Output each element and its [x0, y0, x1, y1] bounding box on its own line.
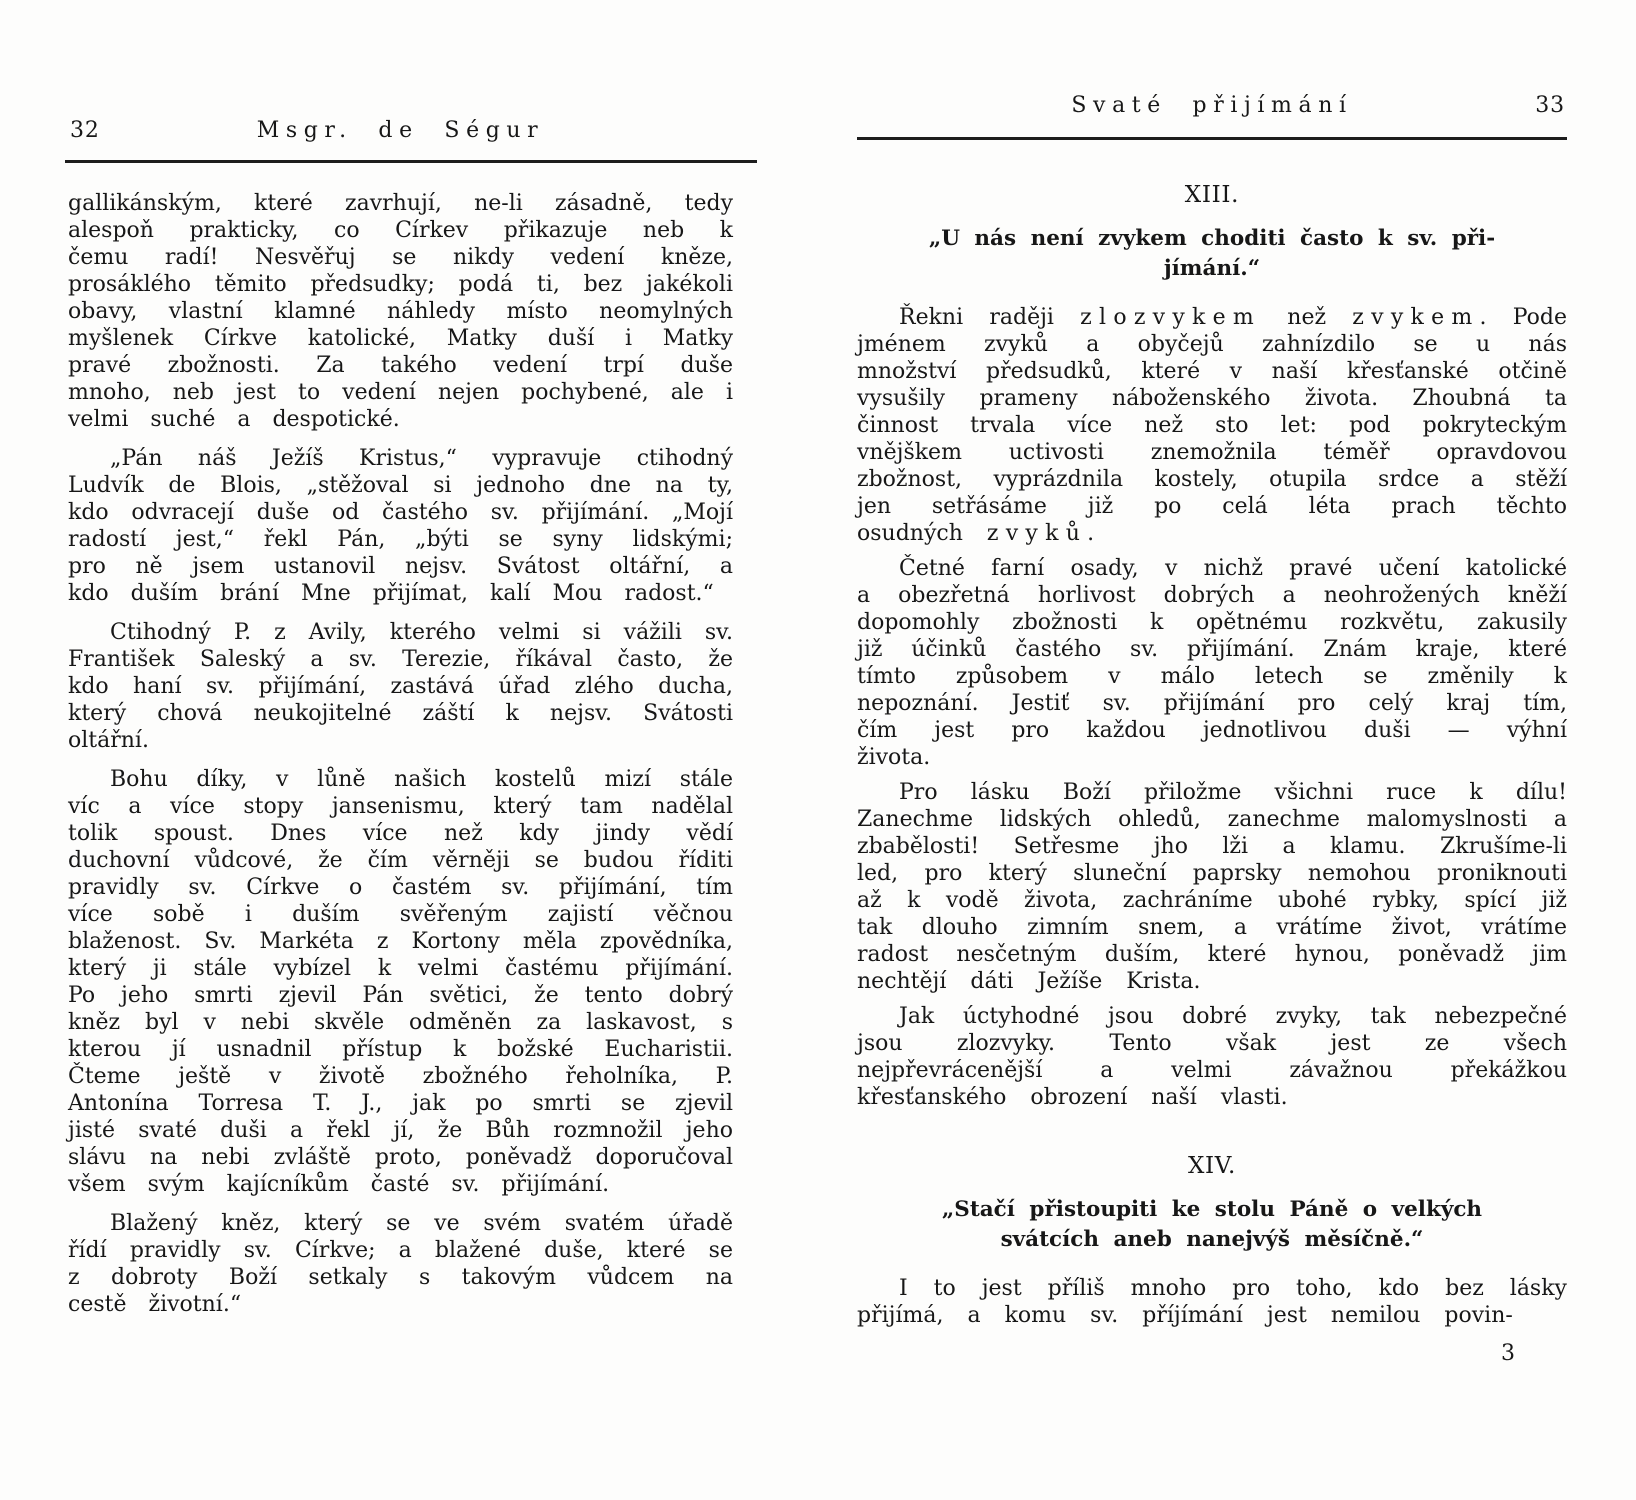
chapter-heading-line: „U nás není zvykem choditi často k sv. při- — [928, 226, 1496, 251]
letterspaced-word: zlozvykem — [1080, 305, 1262, 330]
paragraph: Bohu díky, v lůně našich kostelů mizí stále víc a více stopy jansenismu, který tam nadělal tolik spoust. Dnes více než kdy jindy vědí duchovní vůdcové, že čím věrněji se budou říditi pravidly sv. Církve o častém sv. přijímání, tím více sobě i duším svěřeným zajistí věčnou blaženost. Sv. Markéta z Kortony měla zpovědníka, který ji stále vybízel k velmi častému přijímání. Po jeho smrti zjevil Pán světici, že tento dobrý kněz byl v nebi skvěle odměněn za laskavost, s kterou jí usnadnil přístup k božské Eucharistii. Čteme ještě v životě zbožného řeholníka, P. Antonína Torresa T. J., jak po smrti se zjevil jisté svaté duši a řekl jí, že Bůh rozmnožil jeho slávu na nebi zvláště proto, poněvadž doporučoval všem svým kajícníkům časté sv. přijímání. — [68, 767, 733, 1197]
paragraph: I to jest příliš mnoho pro toho, kdo bez lásky přijímá, a komu sv. příjímání jest nemilou povin- — [857, 1276, 1567, 1328]
paragraph: Četné farní osady, v nichž pravé učení katolické a obezřetná horlivost dobrých a neohrožených kněží dopomohly zbožnosti k opětnému rozkvětu, zakusily již účinků častého sv. přijímání. Znám kraje, které tímto způsobem v málo letech se změnily k nepoznání. Jestiť sv. přijímání pro celý kraj tím, čím jest pro každou jednotlivou duši — výhní života. — [857, 556, 1567, 770]
chapter-heading-line: „Stačí přistoupiti ke stolu Páně o velkých — [941, 1197, 1483, 1222]
right-running-head — [857, 85, 1567, 121]
signature-mark: 3 — [1501, 1341, 1515, 1366]
letterspaced-word: zvyků — [986, 521, 1088, 546]
right-page-number: 33 — [1535, 93, 1565, 118]
left-header-rule — [65, 160, 757, 163]
paragraph-part: . Pode jménem zvyků a obyčejů zahnízdilo se u nás množství předsudků, které v naší křesťanské otčině vysušily prameny náboženského života. Zhoubná ta činnost trvala více než sto let: pod pokryteckým vnějškem uctivosti znemožnila téměř opravdovou zbožnost, vyprázdnila kostely, otupila srdce a stěží jen setřásáme již po celá léta prach těchto osudných — [857, 305, 1567, 546]
paragraph-part: . — [1087, 521, 1095, 546]
letterspaced-word: zvykem — [1352, 305, 1480, 330]
chapter-heading-xiv — [857, 1195, 1567, 1255]
paragraph: Blažený kněz, který se ve svém svatém úřadě řídí pravidly sv. Církve; a blažené duše, které se z dobroty Boží setkaly s takovým vůdcem na cestě životní.“ — [68, 1211, 733, 1317]
left-running-head — [68, 110, 733, 146]
left-running-title: Msgr. de Ségur — [256, 118, 545, 143]
paragraph — [857, 304, 1567, 547]
right-header-rule — [857, 137, 1567, 140]
right-running-title: Svaté přijímání — [1071, 93, 1353, 118]
chapter-heading-xiii — [857, 224, 1567, 284]
paragraph: Pro lásku Boží přiložme všichni ruce k dílu! Zanechme lidských ohledů, zanechme malomyslnosti a zbabělosti! Setřesme jho lži a klamu. Zkrušíme-li led, pro který sluneční paprsky nemohou proniknouti až k vodě života, zachráníme ubohé rybky, spící již tak dlouho zimním snem, a vrátíme život, vrátíme radost nesčetným duším, které hynou, poněvadž jim nechtějí dáti Ježíše Krista. — [857, 780, 1567, 994]
chapter-heading-line: svátcích aneb nanejvýš měsíčně.“ — [1000, 1227, 1424, 1252]
left-page-number: 32 — [70, 118, 100, 143]
paragraph: Jak úctyhodné jsou dobré zvyky, tak nebezpečné jsou zlozvyky. Tento však jest ze všech nejpřevrácenější a velmi závažnou překážkou křesťanského obrození naší vlasti. — [857, 1004, 1567, 1110]
paragraph-part: než — [1261, 305, 1353, 330]
paragraph: gallikánským, které zavrhují, ne-li zásadně, tedy alespoň prakticky, co Církev přikazuje neb k čemu radí! Nesvěřuj se nikdy vedení kněze, prosáklého těmito předsudky; podá ti, bez jakékoli obavy, vlastní klamné náhledy místo neomylných myšlenek Církve katolické, Matky duší i Matky pravé zbožnosti. Za takého vedení trpí duše mnoho, neb jest to vedení nejen pochybené, ale i velmi suché a despotické. — [68, 191, 733, 432]
chapter-heading-line: jímání.“ — [1163, 256, 1261, 281]
page-right — [857, 85, 1567, 1366]
chapter-number-xiv: XIV. — [1187, 1153, 1237, 1179]
paragraph-part: Řekni raději — [899, 305, 1081, 330]
paragraph: „Pán náš Ježíš Kristus,“ vypravuje ctihodný Ludvík de Blois, „stěžoval si jednoho dne na ty, kdo odvracejí duše od častého sv. přijímání. „Mojí radostí jest,“ řekl Pán, „býti se syny lidskými; pro ně jsem ustanovil nejsv. Svátost oltářní, a kdo duším brání Mne přijímat, kalí Mou radost.“ — [68, 446, 733, 606]
left-body-text — [68, 190, 733, 1318]
paragraph: Ctihodný P. z Avily, kterého velmi si vážili sv. František Saleský a sv. Terezie, říkával často, že kdo haní sv. přijímání, zastává úřad zlého ducha, který chová neukojitelné záští k nejsv. Svátosti oltářní. — [68, 620, 733, 753]
chapter-number-xiii: XIII. — [1184, 182, 1240, 208]
page-left — [68, 110, 733, 1318]
